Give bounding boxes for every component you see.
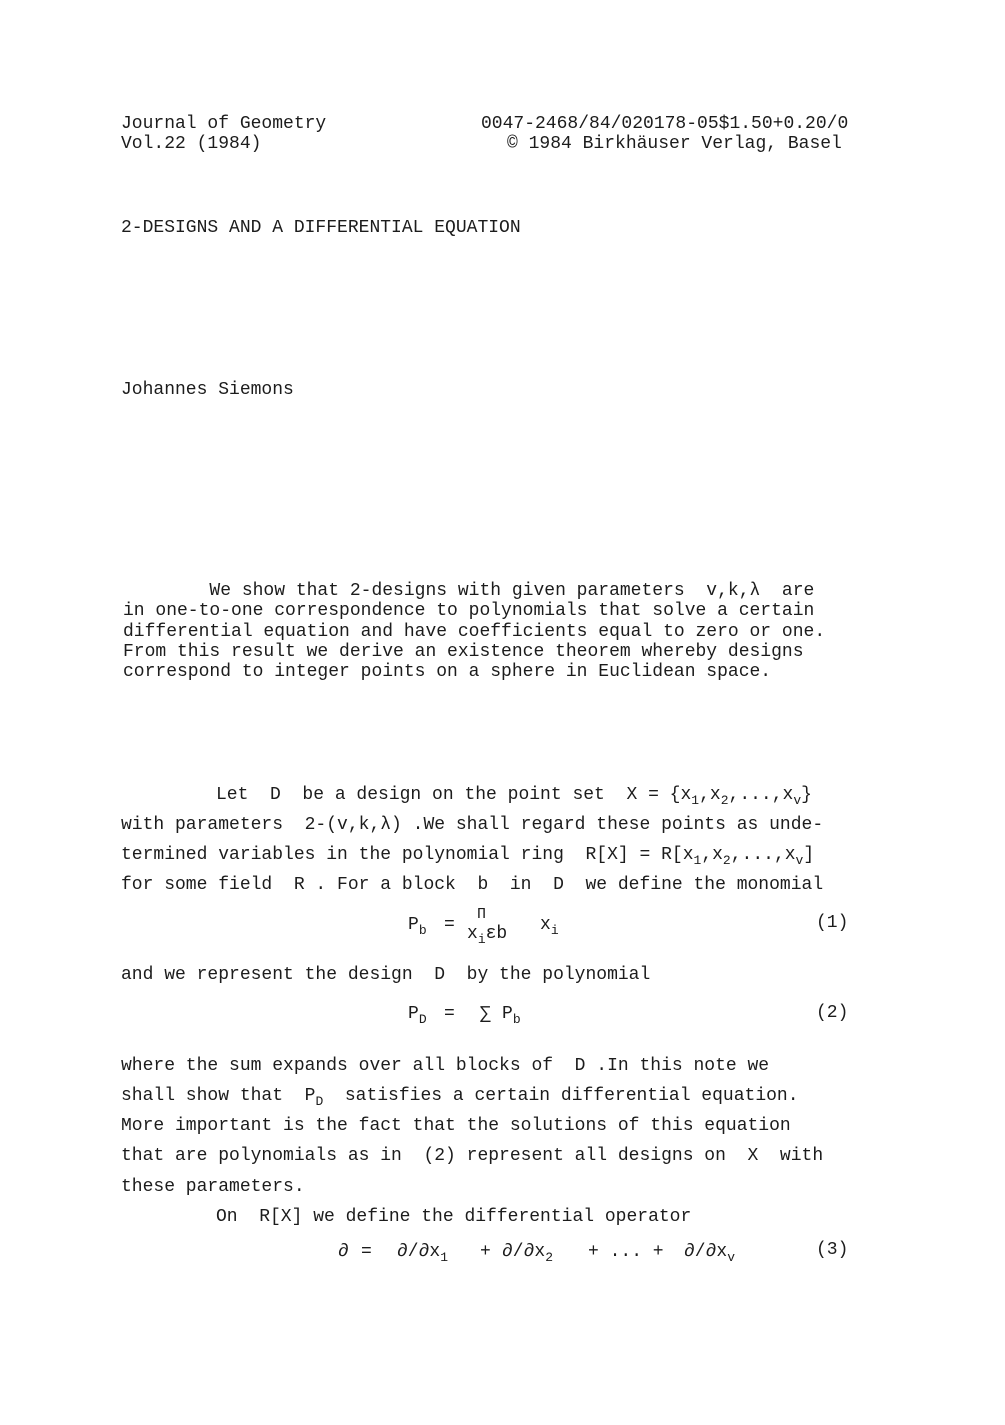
abstract-line: differential equation and have coefficients equal to zero or one. xyxy=(123,621,826,642)
article-code: 0047-2468/84/020178-05$1.50+0.20/0 xyxy=(481,114,849,134)
eq3-lhs: ∂ xyxy=(338,1242,349,1262)
journal-volume: Vol.22 (1984) xyxy=(121,134,262,154)
abstract-line: in one-to-one correspondence to polynomials that solve a certain xyxy=(123,601,815,622)
eq2-lhs: $P_D$ xyxy=(408,1004,427,1027)
body-line: shall show that $P_D$ satisfies a certain differential equation. xyxy=(121,1086,799,1109)
body-line: for some field R . For a block b in D we define the monomial xyxy=(121,875,824,895)
body-line: and we represent the design D by the polynomial xyxy=(121,965,651,985)
eq1-term: $x_i$ xyxy=(540,915,559,938)
eq1-equals: = xyxy=(444,915,455,935)
body-line: that are polynomials as in (2) represent all designs on X with xyxy=(121,1146,824,1166)
abstract-line: correspond to integer points on a sphere in Euclidean space. xyxy=(123,662,772,683)
body-line: where the sum expands over all blocks of D .In this note we xyxy=(121,1056,770,1076)
equation-number: (1) xyxy=(816,913,849,933)
sum-symbol: ∑ xyxy=(480,1004,491,1024)
eq3-plus: + xyxy=(480,1242,491,1262)
body-line: More important is the fact that the solutions of this equation xyxy=(121,1116,791,1136)
author-name: Johannes Siemons xyxy=(121,380,294,400)
equation-number: (3) xyxy=(816,1240,849,1260)
eq3-dots: + ... + xyxy=(588,1242,664,1262)
product-symbol: Π xyxy=(477,906,487,923)
body-line: these parameters. xyxy=(121,1177,305,1197)
eq2-term: $P_b$ xyxy=(502,1004,521,1027)
abstract-line: From this result we derive an existence theorem whereby designs xyxy=(123,641,804,662)
eq1-range: $x_i\varepsilon b$ xyxy=(467,924,508,947)
journal-name: Journal of Geometry xyxy=(121,114,327,134)
eq1-lhs: $P_b$ xyxy=(408,915,427,938)
abstract-line: We show that 2-designs with given parameters v,k,λ are xyxy=(123,581,815,601)
eq3-term: $\partial/\partial x_v$ xyxy=(684,1242,736,1265)
body-line: termined variables in the polynomial ring $R[X] = R[x_1,x_2,...,x_v]$ xyxy=(121,845,815,868)
body-line: On R[X] we define the differential operator xyxy=(216,1207,692,1227)
body-line: Let D be a design on the point set $X = \{x_1,x_2,...,x_v\}$ xyxy=(216,785,812,808)
eq3-term: $\partial/\partial x_2$ xyxy=(502,1242,554,1265)
copyright-line: © 1984 Birkhäuser Verlag, Basel xyxy=(507,134,842,154)
body-line: with parameters 2-(v,k,λ) .We shall regard these points as unde- xyxy=(121,815,824,835)
paper-title: 2-DESIGNS AND A DIFFERENTIAL EQUATION xyxy=(121,218,521,238)
eq3-term: $\partial/\partial x_1$ xyxy=(397,1242,449,1265)
abstract xyxy=(123,581,825,682)
eq2-equals: = xyxy=(444,1004,455,1024)
equation-number: (2) xyxy=(816,1003,849,1023)
eq3-equals: = xyxy=(361,1242,372,1262)
